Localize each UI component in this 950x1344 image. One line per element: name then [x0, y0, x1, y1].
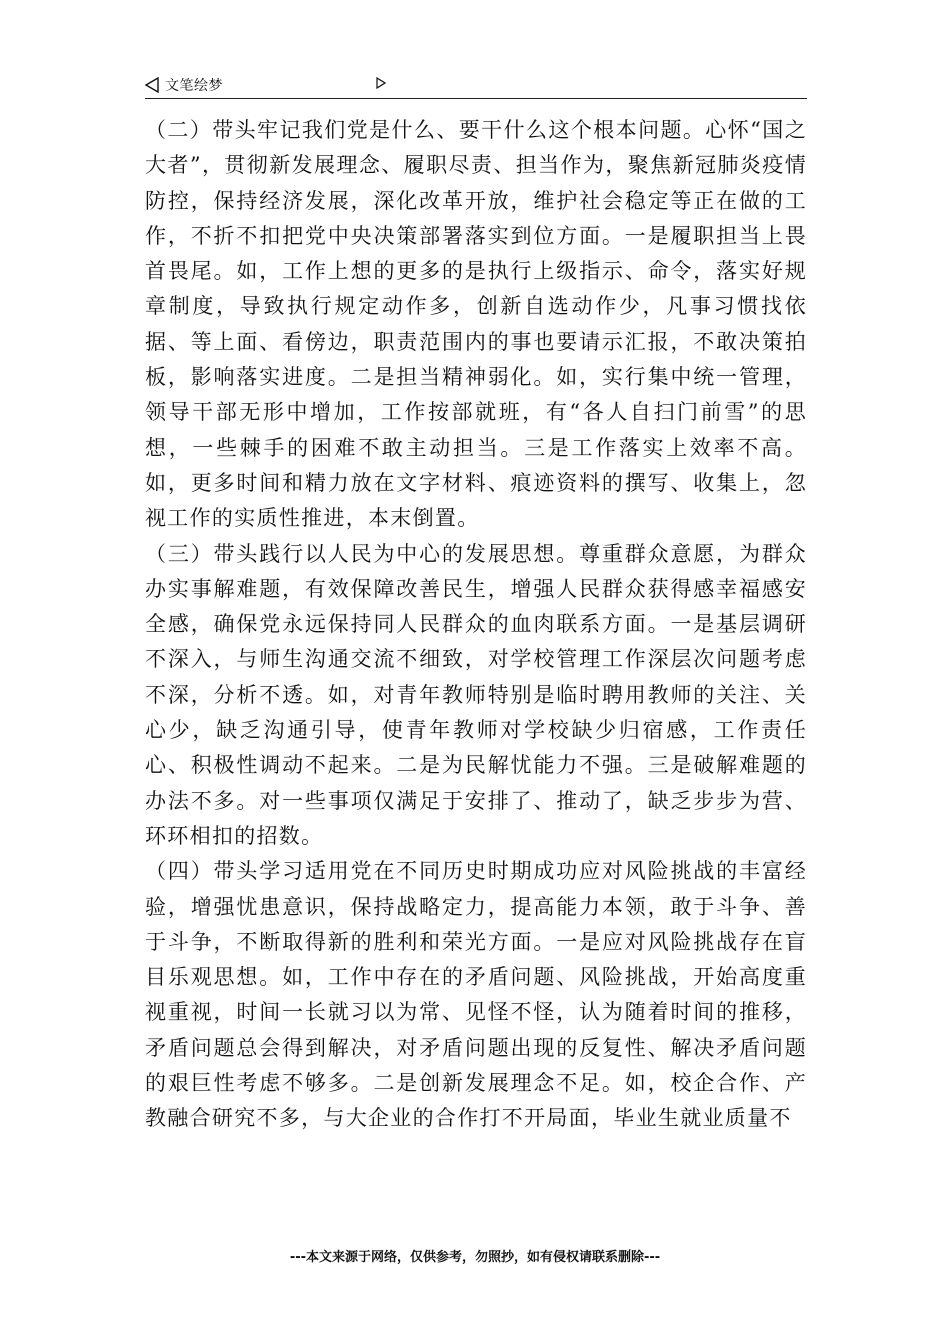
- paragraph-section-3: （三）带头践行以人民为中心的发展思想。尊重群众意愿，为群众办实事解难题，有效保障改善民生，增强人民群众获得感幸福感安全感，确保党永远保持同人民群众的血肉联系方面。一是基层调研不深入，与师生沟通交流不细致，对学校管理工作深层次问题考虑不深，分析不透。如，对青年教师特别是临时聘用教师的关注、关心少，缺乏沟通引导，使青年教师对学校缺少归宿感，工作责任心、积极性调动不起来。二是为民解忧能力不强。三是破解难题的办法不多。对一些事项仅满足于安排了、推动了，缺乏步步为营、环环相扣的招数。: [145, 541, 807, 848]
- paragraph-section-4: （四）带头学习适用党在不同历史时期成功应对风险挑战的丰富经验，增强忧患意识，保持战略定力，提高能力本领，敢于斗争、善于斗争，不断取得新的胜利和荣光方面。一是应对风险挑战存在盲目乐观思想。如，工作中存在的矛盾问题、风险挑战，开始高度重视重视，时间一长就习以为常、见怪不怪，认为随着时间的推移，矛盾问题总会得到解决，对矛盾问题出现的反复性、解决矛盾问题的艰巨性考虑不够多。二是创新发展理念不足。如，校企合作、产教融合研究不多，与大企业的合作打不开局面，毕业生就业质量不: [145, 859, 807, 1131]
- brand-name: 文笔绘梦: [165, 78, 223, 94]
- document-body: [145, 113, 807, 1137]
- source-disclaimer: ---本文来源于网络，仅供参考，勿照抄，如有侵权请联系删除---: [289, 1250, 661, 1265]
- triangle-left-icon: [145, 77, 159, 93]
- page-header: [145, 72, 807, 99]
- paragraph-section-2: （二）带头牢记我们党是什么、要干什么这个根本问题。心怀“国之大者”，贯彻新发展理念、履职尽责、担当作为，聚焦新冠肺炎疫情防控，保持经济发展，深化改革开放，维护社会稳定等正在做的工作，不折不扣把党中央决策部署落实到位方面。一是履职担当上畏首畏尾。如，工作上想的更多的是执行上级指示、命令，落实好规章制度，导致执行规定动作多，创新自选动作少，凡事习惯找依据、等上面、看傍边，职责范围内的事也要请示汇报，不敢决策拍板，影响落实进度。二是担当精神弱化。如，实行集中统一管理，领导干部无形中增加，工作按部就班，有“各人自扫门前雪”的思想，一些棘手的困难不敢主动担当。三是工作落实上效率不高。如，更多时间和精力放在文字材料、痕迹资料的撰写、收集上，忽视工作的实质性推进，本末倒置。: [145, 118, 807, 531]
- triangle-right-icon: [376, 77, 386, 89]
